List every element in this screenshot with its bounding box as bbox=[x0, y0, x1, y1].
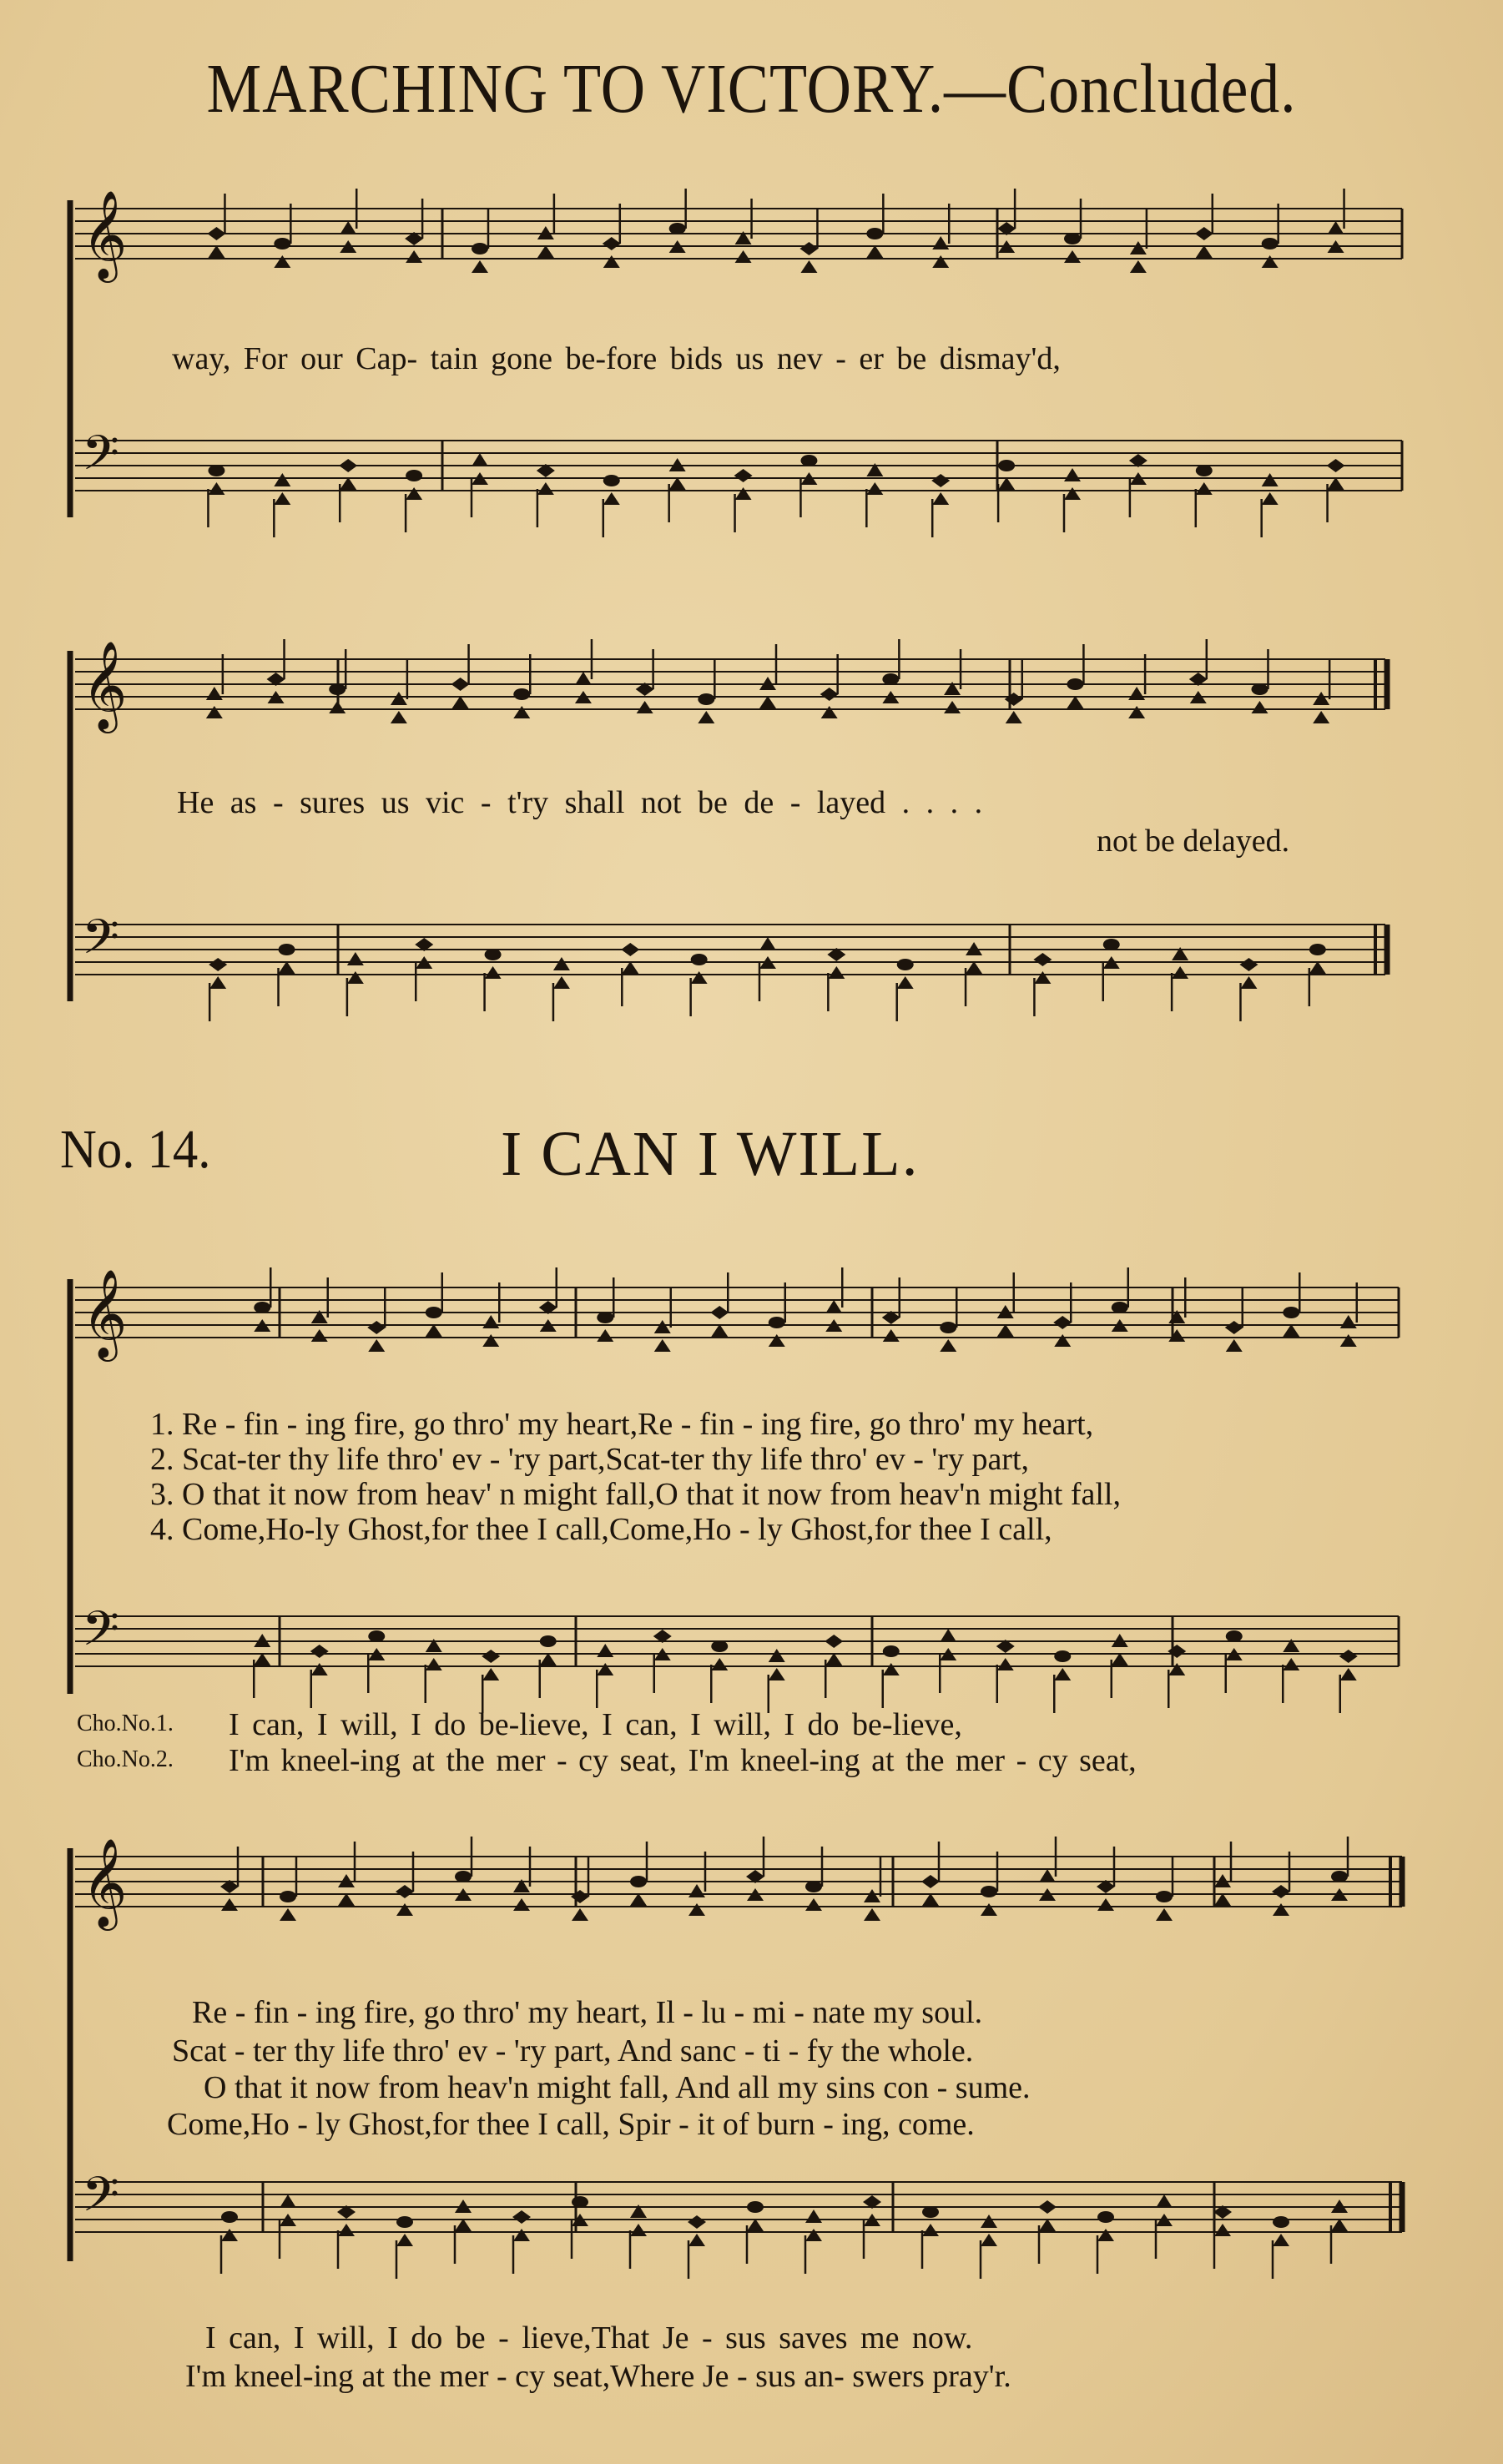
shape-note bbox=[1172, 947, 1188, 1011]
shape-note bbox=[1156, 2194, 1173, 2259]
shape-note bbox=[769, 1649, 785, 1713]
shape-note bbox=[1213, 2205, 1232, 2269]
shape-note bbox=[1195, 194, 1213, 258]
shape-note bbox=[1054, 1650, 1071, 1713]
shape-note bbox=[274, 473, 290, 537]
shape-note bbox=[997, 1272, 1014, 1337]
chorus-1-ending: I can, I will, I do be - lieve,That Je - sus saves me now. bbox=[205, 2320, 973, 2356]
hymn-title: I CAN I WILL. bbox=[501, 1119, 920, 1189]
shape-note bbox=[1273, 2216, 1289, 2279]
verse-4-ending: Come,Ho - ly Ghost,for thee I call, Spir - it of burn - ing, come. bbox=[167, 2107, 975, 2142]
shape-note bbox=[209, 958, 227, 1021]
bass-staff bbox=[75, 1600, 1399, 1669]
shape-note bbox=[1005, 659, 1023, 723]
shape-note bbox=[630, 2204, 647, 2269]
shape-note bbox=[221, 2211, 238, 2274]
shape-note bbox=[805, 2210, 822, 2274]
treble-clef-icon: 𝄞 bbox=[82, 1837, 128, 1927]
verse-3-line: 3. O that it now from heav' n might fall,O that it now from heav'n might fall, bbox=[150, 1477, 1121, 1512]
marching-lyric-line-1: way, For our Cap- tain gone be-fore bids us nev - er be dismay'd, bbox=[172, 341, 1061, 376]
shape-note bbox=[367, 1287, 386, 1352]
shape-note bbox=[799, 209, 818, 273]
bass-staff bbox=[75, 425, 1402, 493]
shape-note bbox=[208, 465, 224, 527]
shape-note bbox=[1097, 2211, 1114, 2274]
shape-note bbox=[1064, 468, 1081, 532]
shape-note bbox=[1225, 1287, 1243, 1352]
shape-note bbox=[472, 209, 488, 273]
shape-note bbox=[710, 1272, 729, 1337]
shape-note bbox=[1129, 454, 1147, 517]
shape-note bbox=[1262, 473, 1279, 537]
shape-note bbox=[406, 470, 422, 532]
shape-note bbox=[1283, 1272, 1299, 1337]
shape-note bbox=[698, 659, 714, 723]
shape-note bbox=[866, 463, 883, 527]
shape-note bbox=[827, 948, 845, 1011]
shape-note bbox=[1196, 465, 1213, 527]
shape-note bbox=[472, 453, 488, 517]
shape-note bbox=[207, 194, 225, 258]
shape-note bbox=[996, 1640, 1015, 1703]
verse-2-ending: Scat - ter thy life thro' ev - 'ry part, And sanc - ti - fy the whole. bbox=[172, 2033, 974, 2068]
chorus-2-line: I'm kneel-ing at the mer - cy seat, I'm kneel-ing at the mer - cy seat, bbox=[229, 1743, 1137, 1778]
shape-note bbox=[572, 2196, 588, 2259]
shape-note bbox=[426, 1272, 442, 1337]
shape-note bbox=[800, 455, 817, 517]
shape-note bbox=[1313, 659, 1329, 723]
shape-note bbox=[1226, 1630, 1243, 1693]
shape-note bbox=[451, 644, 470, 708]
shape-note bbox=[1156, 1857, 1173, 1921]
shape-note bbox=[347, 952, 364, 1016]
shape-note bbox=[1130, 209, 1147, 273]
shape-note bbox=[759, 937, 776, 1001]
shape-note bbox=[921, 1842, 940, 1906]
shape-note bbox=[940, 1629, 956, 1693]
verse-1-ending: Re - fin - ing fire, go thro' my heart, Il - lu - mi - nate my soul. bbox=[192, 1995, 983, 2030]
shape-note bbox=[396, 2216, 413, 2279]
marching-lyric-line-2: He as - sures us vic - t'ry shall not be de - layed . . . . bbox=[177, 785, 983, 820]
chorus-2-ending: I'm kneel-ing at the mer - cy seat,Where Je - sus an- swers pray'r. bbox=[185, 2359, 1011, 2394]
shape-note bbox=[338, 1842, 355, 1906]
marching-lyric-echo: not be delayed. bbox=[1097, 824, 1290, 859]
shape-note bbox=[654, 1287, 671, 1352]
verse-4-line: 4. Come,Ho-ly Ghost,for thee I call,Come,Ho - ly Ghost,for thee I call, bbox=[150, 1512, 1052, 1547]
bass-clef-icon: 𝄢 bbox=[82, 425, 120, 493]
verse-1-line: 1. Re - fin - ing fire, go thro' my heart,Re - fin - ing fire, go thro' my heart, bbox=[150, 1407, 1094, 1442]
shape-note bbox=[688, 2215, 706, 2279]
shape-note bbox=[864, 1857, 880, 1921]
shape-note bbox=[537, 464, 555, 527]
shape-note bbox=[337, 2205, 356, 2269]
treble-clef-icon: 𝄞 bbox=[82, 640, 128, 729]
treble-clef-icon: 𝄞 bbox=[82, 189, 128, 279]
shape-note bbox=[571, 1857, 589, 1921]
shape-note bbox=[883, 1645, 900, 1708]
shape-note bbox=[630, 1842, 647, 1906]
shape-note bbox=[537, 194, 554, 258]
shape-note bbox=[391, 659, 407, 723]
shape-note bbox=[922, 2206, 939, 2269]
bass-clef-icon: 𝄢 bbox=[82, 909, 120, 977]
shape-note bbox=[931, 474, 950, 537]
shape-note bbox=[1239, 958, 1258, 1021]
bass-staff bbox=[75, 909, 1385, 977]
chorus-2-label: Cho.No.2. bbox=[77, 1746, 174, 1772]
treble-clef-icon: 𝄞 bbox=[82, 1268, 128, 1358]
shape-note bbox=[1067, 644, 1083, 708]
shape-note bbox=[897, 959, 914, 1021]
chorus-1-line: I can, I will, I do be-lieve, I can, I will, I do be-lieve, bbox=[229, 1707, 962, 1742]
treble-staff bbox=[75, 640, 1385, 733]
shape-note bbox=[981, 2215, 997, 2279]
shape-note bbox=[863, 2195, 881, 2259]
shape-note bbox=[1283, 1639, 1299, 1703]
shape-note bbox=[553, 957, 570, 1021]
shape-note bbox=[1339, 1650, 1358, 1713]
treble-staff bbox=[75, 1268, 1399, 1362]
bass-staff bbox=[75, 2166, 1402, 2235]
shape-note bbox=[653, 1630, 672, 1693]
verse-3-ending: O that it now from heav'n might fall, And all my sins con - sume. bbox=[204, 2070, 1031, 2105]
shape-note bbox=[691, 954, 708, 1016]
shape-note bbox=[415, 938, 433, 1001]
chorus-1-label: Cho.No.1. bbox=[77, 1711, 174, 1736]
page-header-title: MARCHING TO VICTORY.—Concluded. bbox=[206, 50, 1297, 128]
shape-note bbox=[759, 644, 776, 708]
shape-note bbox=[866, 194, 883, 258]
shape-note bbox=[368, 1630, 385, 1693]
hymn-number: No. 14. bbox=[60, 1119, 211, 1180]
shape-note bbox=[485, 949, 502, 1011]
shape-note bbox=[280, 1857, 296, 1921]
shape-note bbox=[603, 475, 620, 537]
shape-note bbox=[711, 1640, 728, 1703]
shape-note bbox=[280, 2194, 296, 2259]
verse-2-line: 2. Scat-ter thy life thro' ev - 'ry part,Scat-ter thy life thro' ev - 'ry part, bbox=[150, 1442, 1030, 1477]
treble-staff bbox=[75, 1837, 1402, 1931]
shape-note bbox=[940, 1287, 956, 1352]
shape-note bbox=[426, 1639, 442, 1703]
shape-note bbox=[1103, 939, 1120, 1001]
bass-clef-icon: 𝄢 bbox=[82, 1600, 120, 1669]
bass-clef-icon: 𝄢 bbox=[82, 2166, 120, 2235]
shape-note bbox=[1214, 1842, 1231, 1906]
shape-note bbox=[597, 1644, 613, 1708]
shape-note bbox=[482, 1650, 500, 1713]
